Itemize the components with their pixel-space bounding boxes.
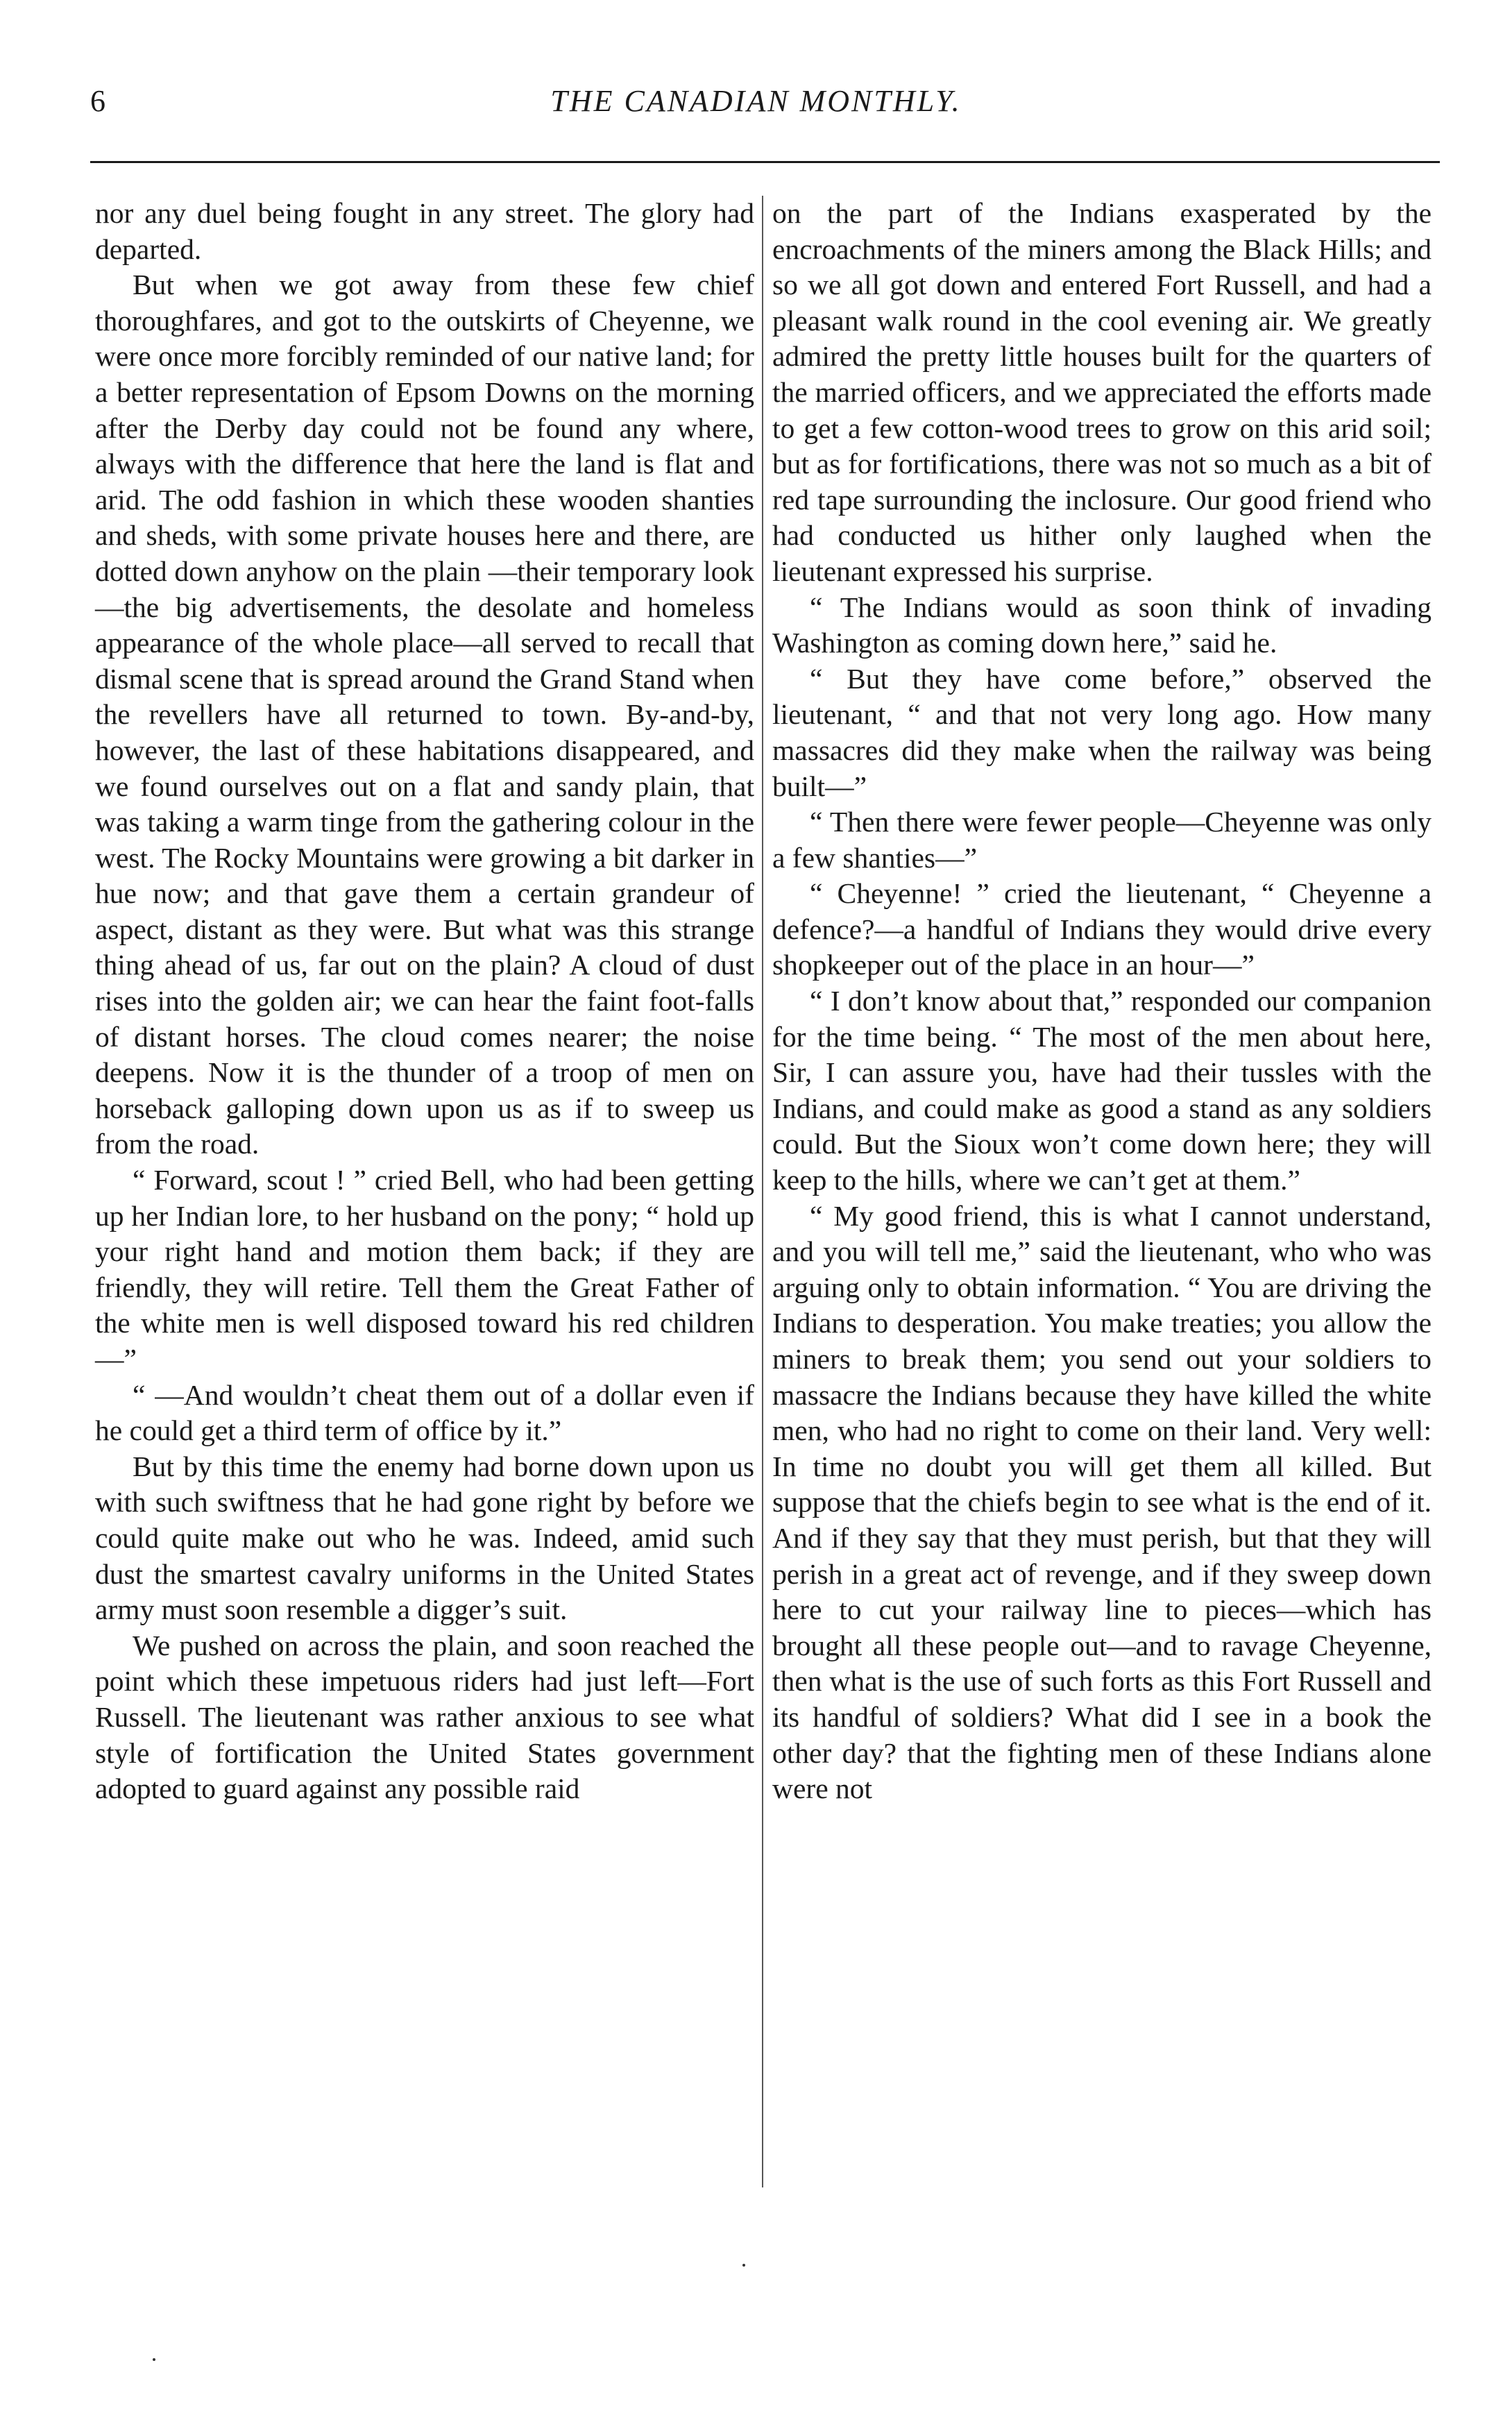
page-number: 6 [90,84,105,118]
running-title: THE CANADIAN MONTHLY. [550,84,962,118]
left-column [95,196,754,1807]
paragraph: “ Cheyenne! ” cried the lieutenant, “ Cheyenne a defence?—a handful of Indians they would drive every shopkeeper out of the place in an hour—” [772,877,1432,981]
print-speck [742,2264,745,2267]
paragraph: “ The Indians would as soon think of invading Washington as coming down here,” said he. [772,591,1432,659]
paragraph: “ —And wouldn’t cheat them out of a dollar even if he could get a third term of office by it.” [95,1378,754,1447]
header-rule [90,161,1440,163]
paragraph: nor any duel being fought in any street. The glory had departed. [95,197,754,265]
paragraph: “ Forward, scout ! ” cried Bell, who had been getting up her Indian lore, to her husband on the pony; “ hold up your right hand and motion them back; if they are friendly, they will retire. Tell them the Great Father of the white men is well disposed toward his red children—” [95,1164,754,1375]
right-column [772,196,1432,1807]
paragraph: “ My good friend, this is what I cannot understand, and you will tell me,” said the lieutenant, who who was arguing only to obtain information. “ You are driving the Indians to desperation. You make treaties; you allow the miners to break them; you send out your soldiers to massacre the Indians because they have killed the white men, who had no right to come on their land. Very well: In time no doubt you will get them all killed. But suppose that the chiefs begin to see what is the end of it. And if they say that they must perish, but that they will perish in a great act of revenge, and if they sweep down here to cut your railway line to pieces—which has brought all these people out—and to ravage Cheyenne, then what is the use of such forts as this Fort Russell and its handful of soldiers? What did I see in a book the other day? that the fighting men of these Indians alone were not [772,1199,1432,1805]
paragraph: “ I don’t know about that,” responded our companion for the time being. “ The most of the men about here, Sir, I can assure you, have had their tussles with the Indians, and could make as good a stand as any soldiers could. But the Sioux won’t come down here; they will keep to the hills, where we can’t get at them.” [772,985,1432,1196]
column-divider [762,196,763,2187]
print-speck [153,2358,155,2361]
paragraph: We pushed on across the plain, and soon reached the point which these impetuous riders had just left—Fort Russell. The lieutenant was rather anxious to see what style of fortification the United States government adopted to guard against any possible raid [95,1629,754,1805]
paragraph: But by this time the enemy had borne down upon us with such swiftness that he had gone right by before we could quite make out who he was. Indeed, amid such dust the smartest cavalry uniforms in the United States army must soon resemble a digger’s suit. [95,1450,754,1626]
paragraph: But when we got away from these few chief thoroughfares, and got to the outskirts of Cheyenne, we were once more forcibly reminded of our native land; for a better representation of Epsom Downs on the morning after the Derby day could not be found any where, always with the difference that here the land is flat and arid. The odd fashion in which these wooden shanties and sheds, with some private houses here and there, are dotted down anyhow on the plain —their temporary look—the big advertisements, the desolate and homeless appearance of the whole place—all served to recall that dismal scene that is spread around the Grand Stand when the revellers have all returned to town. By-and-by, however, the last of these habitations disappeared, and we found ourselves out on a flat and sandy plain, that was taking a warm tinge from the gathering colour in the west. The Rocky Mountains were growing a bit darker in hue now; and that gave them a certain grandeur of aspect, distant as they were. But what was this strange thing ahead of us, far out on the plain? A cloud of dust rises into the golden air; we can hear the faint foot-falls of distant horses. The cloud comes nearer; the noise deepens. Now it is the thunder of a troop of men on horseback galloping down upon us as if to sweep us from the road. [95,269,754,1160]
paragraph: “ But they have come before,” observed the lieutenant, “ and that not very long ago. How many massacres did they make when the railway was being built—” [772,662,1432,802]
paragraph: “ Then there were fewer people—Cheyenne was only a few shanties—” [772,806,1432,874]
paragraph: on the part of the Indians exasperated by the encroachments of the miners among the Black Hills; and so we all got down and entered Fort Russell, and had a pleasant walk round in the cool evening air. We greatly admired the pretty little houses built for the quarters of the married officers, and we appreciated the efforts made to get a few cotton-wood trees to grow on this arid soil; but as for fortifications, there was not so much as a bit of red tape surrounding the inclosure. Our good friend who had conducted us hither only laughed when the lieutenant expressed his surprise. [772,197,1432,587]
